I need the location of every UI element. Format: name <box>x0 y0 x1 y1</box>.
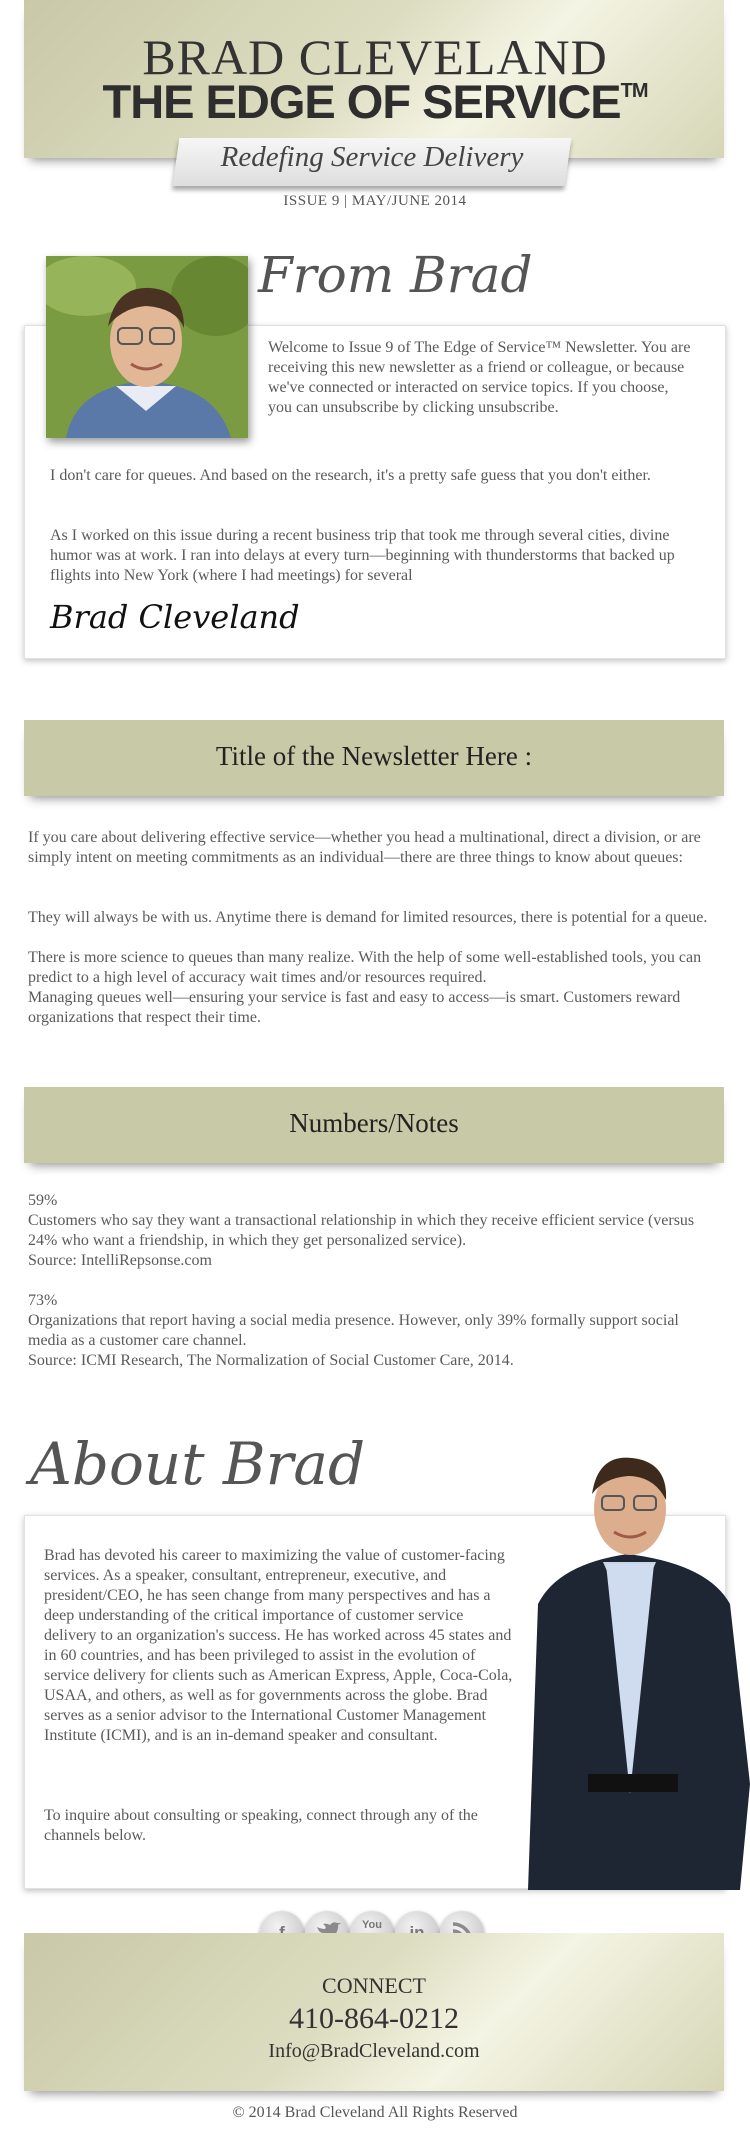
header-name: BRAD CLEVELAND <box>142 29 608 85</box>
trademark-mark: TM <box>620 80 648 102</box>
issue-label: ISSUE 9 | MAY/JUNE 2014 <box>283 193 467 209</box>
note-text: Organizations that report having a social media presence. However, only 39% formally support social media as a customer care channel. <box>28 1312 679 1349</box>
newsletter-para-1: If you care about delivering effective service—whether you head a multinational, direct a division, or are simply intent on meeting commitments as an individual—there are three things to know about queues: <box>28 829 701 866</box>
newsletter-para-2: They will always be with us. Anytime there is demand for limited resources, there is potential for a queue. <box>28 909 708 926</box>
note-source: Source: ICMI Research, The Normalization of Social Customer Care, 2014. <box>28 1352 514 1369</box>
about-bio: Brad has devoted his career to maximizing the value of customer-facing services. As a speaker, consultant, entrepreneur, executive, and president/CEO, he has seen change from many perspectives and has a deep understanding of the critical importance of customer service delivery to an organization's success. He has worked across 45 states and in 60 countries, and has been privileged to assist in the evolution of service delivery for clients such as American Express, Apple, Coca-Cola, USAA, and others, as well as for governments across the globe. Brad serves as a senior advisor to the International Customer Management Institute (ICMI), and is an in-demand speaker and consultant. <box>44 1547 513 1744</box>
note-stat: 73% <box>28 1292 58 1309</box>
signature: Brad Cleveland <box>50 598 300 636</box>
numbers-title: Numbers/Notes <box>289 1108 459 1138</box>
from-brad-intro: Welcome to Issue 9 of The Edge of Service™ Newsletter. You are receiving this new newsletter as a friend or colleague, or because we've connected or interacted on service topics. If you choose, you can unsubscribe by clicking unsubscribe. <box>268 339 691 416</box>
note-source: Source: IntelliRepsonse.com <box>28 1252 212 1269</box>
youtube-icon[interactable]: You <box>350 1911 394 1955</box>
newsletter-para-4: Managing queues well—ensuring your service is fast and easy to access—is smart. Customers reward organizations that respect their time. <box>28 989 681 1026</box>
from-brad-para-2: As I worked on this issue during a recent business trip that took me through several cities, divine humor was at work. I ran into delays at every turn—beginning with thunderstorms that backed up flights into New York (where I had meetings) for several <box>50 527 675 584</box>
about-brad-heading: About Brad <box>30 1430 366 1498</box>
phone-number[interactable]: 410-864-0212 <box>289 2002 459 2035</box>
copyright: © 2014 Brad Cleveland All Rights Reserved <box>232 2104 518 2121</box>
header-title: THE EDGE OF SERVICE™ <box>102 75 648 128</box>
note-item <box>28 1191 718 1271</box>
newsletter-para-3: There is more science to queues than many realize. With the help of some well-established tools, you can predict to a high level of accuracy wait times and/or resources required. <box>28 949 702 986</box>
note-stat: 59% <box>28 1192 58 1209</box>
about-inquire: To inquire about consulting or speaking, connect through any of the channels below. <box>44 1807 478 1844</box>
newsletter-title: Title of the Newsletter Here : <box>215 741 533 771</box>
tagline: Redefing Service Delivery <box>220 141 524 173</box>
note-item <box>28 1291 718 1371</box>
note-text: Customers who say they want a transactional relationship in which they receive efficient service (versus 24% who want a friendship, in which they get personalized service). <box>28 1212 695 1249</box>
email-link[interactable]: Info@BradCleveland.com <box>268 2040 480 2062</box>
brad-headshot <box>46 256 248 438</box>
from-brad-heading: From Brad <box>258 246 533 304</box>
from-brad-para-1: I don't care for queues. And based on the research, it's a pretty safe guess that you don't either. <box>50 467 651 484</box>
connect-label: CONNECT <box>322 1973 426 1998</box>
brad-standing-photo <box>518 1454 750 1890</box>
